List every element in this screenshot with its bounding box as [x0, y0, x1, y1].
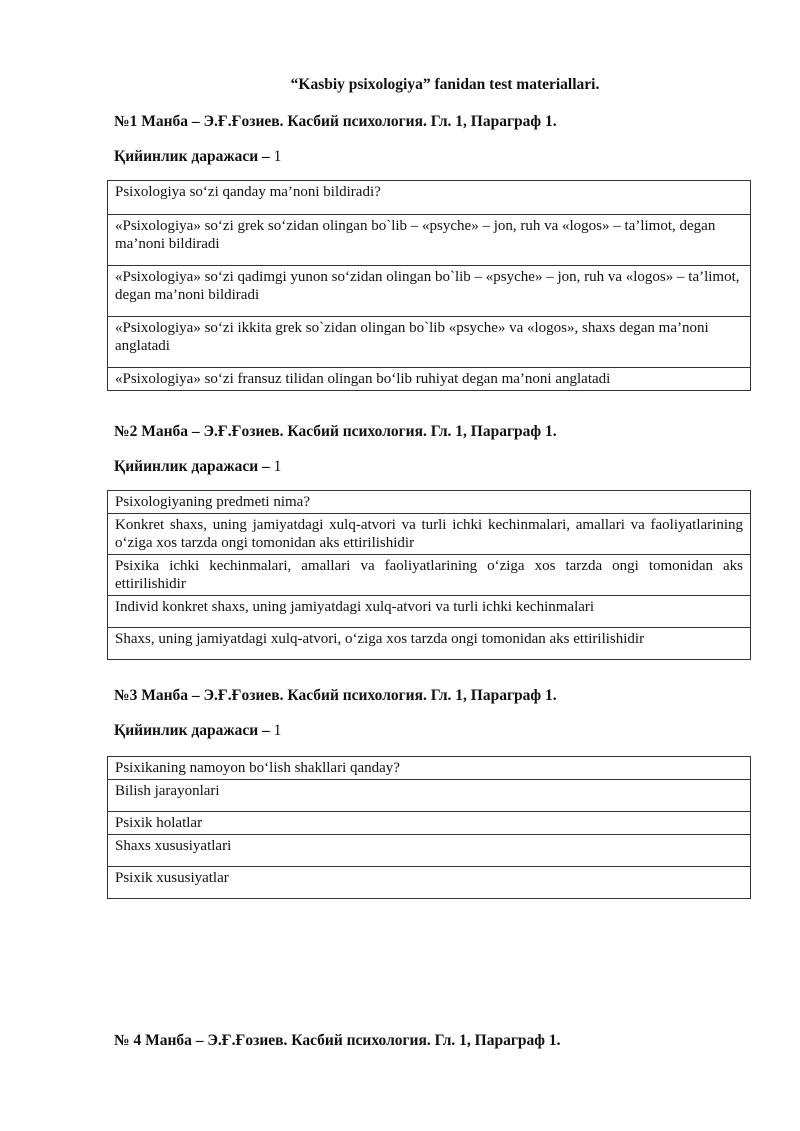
- question-text: Psixologiya so‘zi qanday ma’noni bildiradi?: [108, 181, 751, 215]
- question-2-table: [107, 490, 751, 660]
- question-1-heading: №1 Манба – Э.Ғ.Ғозиев. Касбий психология. Гл. 1, Параграф 1.: [114, 113, 557, 130]
- difficulty-label: Қийинлик даражаси –: [114, 458, 270, 475]
- question-3-heading: №3 Манба – Э.Ғ.Ғозиев. Касбий психология. Гл. 1, Параграф 1.: [114, 687, 557, 704]
- question-text: Psixikaning namoyon bo‘lish shakllari qanday?: [108, 757, 751, 780]
- answer-option: «Psixologiya» so‘zi fransuz tilidan olingan bo‘lib ruhiyat degan ma’noni anglatadi: [108, 368, 751, 391]
- answer-option: Konkret shaxs, uning jamiyatdagi xulq-atvori va turli ichki kechinmalari, amallari va faoliyatlarining o‘ziga xos tarzda ongi tomonidan aks ettirilishidir: [108, 514, 751, 555]
- answer-option: Psixik xususiyatlar: [108, 867, 751, 899]
- question-2-heading: №2 Манба – Э.Ғ.Ғозиев. Касбий психология. Гл. 1, Параграф 1.: [114, 423, 557, 440]
- question-2-difficulty: [114, 458, 281, 476]
- answer-option: Psixika ichki kechinmalari, amallari va faoliyatlarining o‘ziga xos tarzda ongi tomonidan aks ettirilishidir: [108, 555, 751, 596]
- difficulty-label: Қийинлик даражаси –: [114, 722, 270, 739]
- question-1-difficulty: [114, 148, 281, 166]
- answer-option: Shaxs xususiyatlari: [108, 835, 751, 867]
- question-4-heading: № 4 Манба – Э.Ғ.Ғозиев. Касбий психология. Гл. 1, Параграф 1.: [114, 1032, 561, 1049]
- question-1-table: [107, 180, 751, 391]
- difficulty-value: 1: [273, 148, 282, 165]
- question-3-table: [107, 756, 751, 899]
- difficulty-value: 1: [273, 458, 282, 475]
- answer-option: Shaxs, uning jamiyatdagi xulq-atvori, o‘ziga xos tarzda ongi tomonidan aks ettirilishidir: [108, 628, 751, 660]
- answer-option: «Psixologiya» so‘zi ikkita grek so`zidan olingan bo`lib «psyche» va «logos», shaxs degan ma’noni anglatadi: [108, 317, 751, 368]
- answer-option: «Psixologiya» so‘zi qadimgi yunon so‘zidan olingan bo`lib – «psyche» – jon, ruh va «logos» – ta’limot, degan ma’noni bildiradi: [108, 266, 751, 317]
- document-title: “Kasbiy psixologiya” fanidan test materiallari.: [290, 76, 600, 93]
- answer-option: Individ konkret shaxs, uning jamiyatdagi xulq-atvori va turli ichki kechinmalari: [108, 596, 751, 628]
- answer-option: Bilish jarayonlari: [108, 780, 751, 812]
- difficulty-label: Қийинлик даражаси –: [114, 148, 270, 165]
- answer-option: «Psixologiya» so‘zi grek so‘zidan olingan bo`lib – «psyche» – jon, ruh va «logos» – ta’limot, degan ma’noni bildiradi: [108, 215, 751, 266]
- question-3-difficulty: [114, 722, 281, 740]
- answer-option: Psixik holatlar: [108, 812, 751, 835]
- difficulty-value: 1: [273, 722, 282, 739]
- question-text: Psixologiyaning predmeti nima?: [108, 491, 751, 514]
